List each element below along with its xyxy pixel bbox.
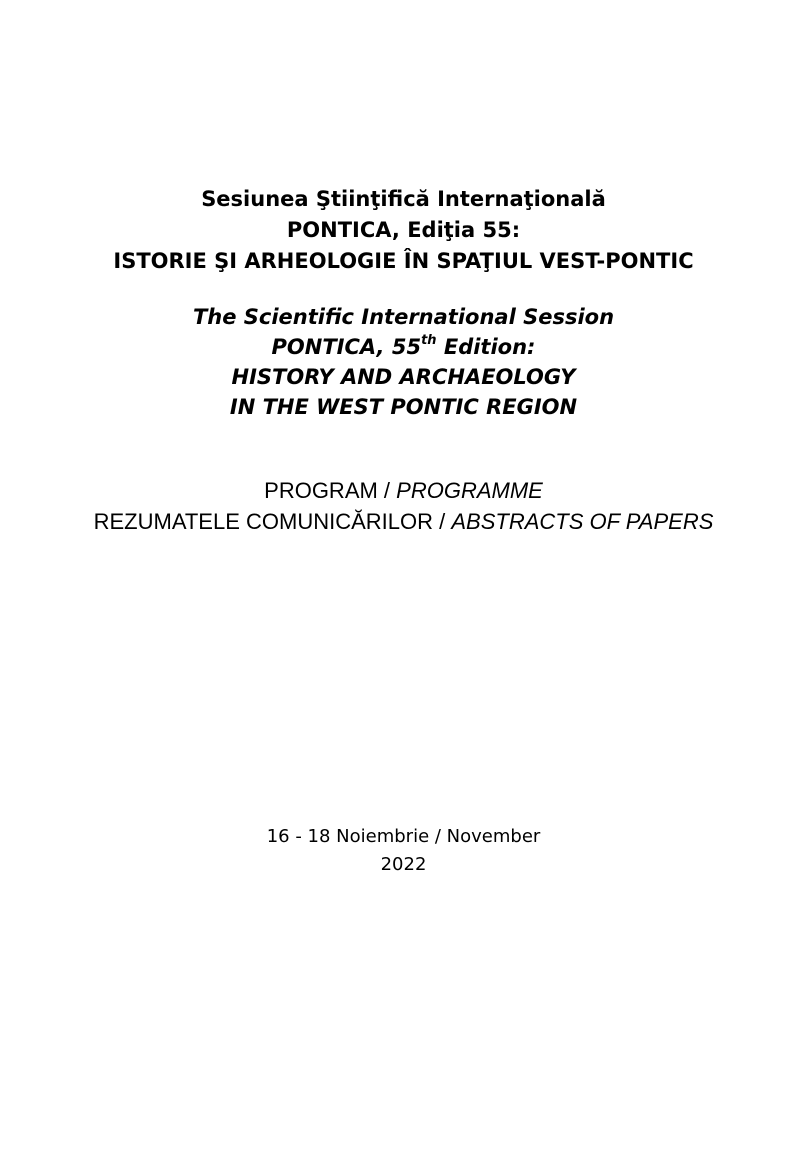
edition-ordinal-suffix: th (421, 333, 437, 348)
event-year: 2022 (380, 854, 427, 875)
romanian-title-line-3: ISTORIE ŞI ARHEOLOGIE ÎN SPAŢIUL VEST-PONTIC (113, 249, 694, 273)
program-heading (0, 475, 807, 537)
program-ro: PROGRAM / (264, 478, 397, 503)
abstracts-line (0, 506, 807, 537)
event-dates (0, 823, 807, 879)
romanian-title-line-1: Sesiunea Ştiinţifică Internaţională (201, 187, 606, 211)
english-title-line-2 (0, 332, 807, 362)
english-title-line-1: The Scientific International Session (192, 305, 615, 329)
edition-label: Edition: (436, 335, 536, 359)
abstracts-ro: REZUMATELE COMUNICĂRILOR / (93, 509, 452, 534)
english-title-line-3: HISTORY AND ARCHAEOLOGY (231, 365, 576, 389)
program-line (0, 475, 807, 506)
edition-number: PONTICA, 55 (271, 335, 422, 359)
date-range: 16 - 18 Noiembrie / November (266, 826, 541, 847)
english-title (0, 302, 807, 422)
romanian-title-line-2: PONTICA, Ediţia 55: (286, 218, 521, 242)
abstracts-en: ABSTRACTS OF PAPERS (451, 509, 714, 534)
romanian-title (0, 184, 807, 277)
program-en: PROGRAMME (396, 478, 543, 503)
english-title-line-4: IN THE WEST PONTIC REGION (229, 395, 578, 419)
